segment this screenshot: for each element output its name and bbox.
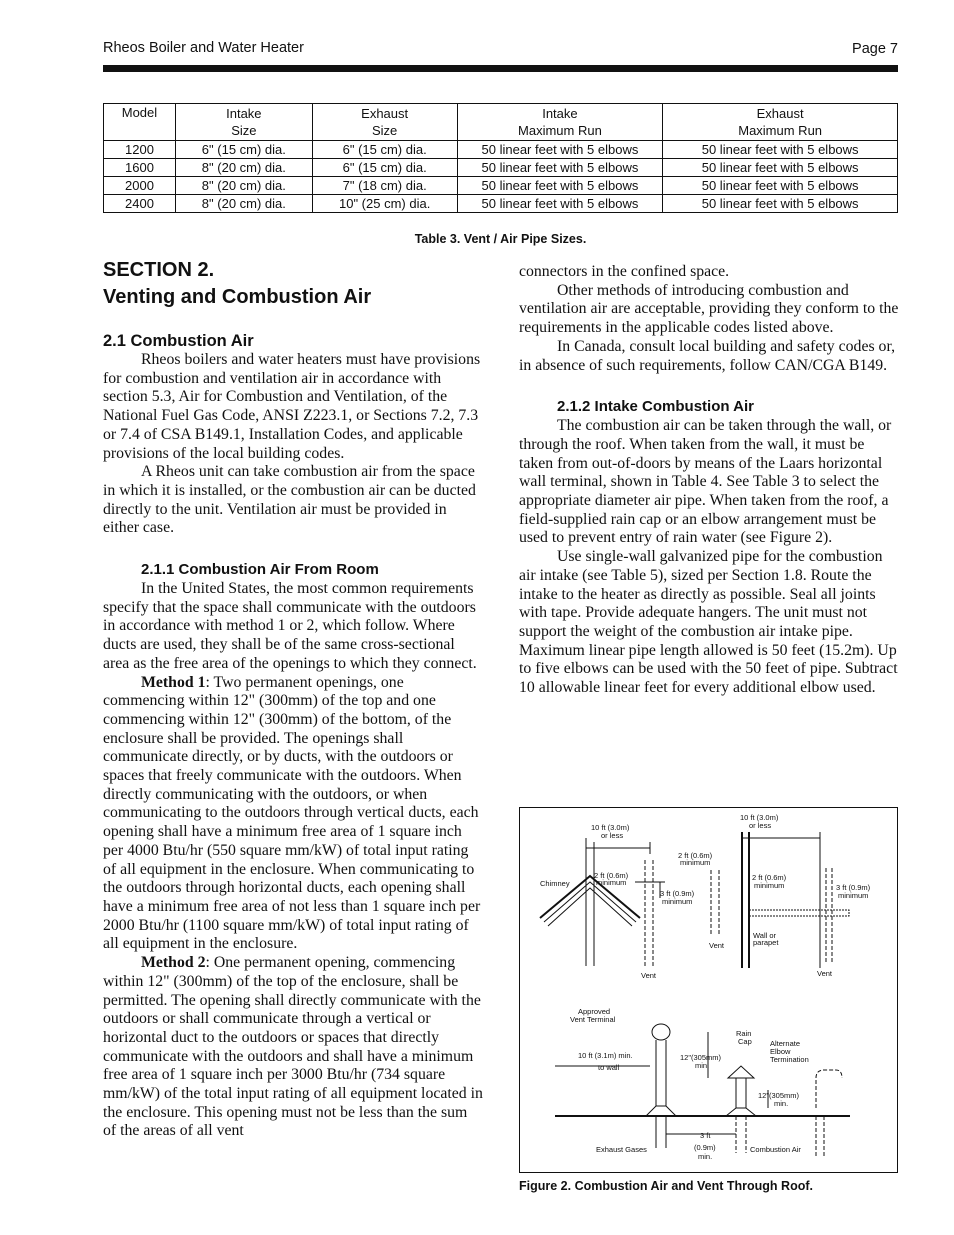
vent-air-pipe-table [103,103,898,213]
method-2-label: Method 2 [141,954,206,972]
label-3ft-b: 3 ft (0.9m) [836,883,871,892]
cell-exhaust-run: 50 linear feet with 5 elbows [663,177,898,195]
label-10ft-min: 10 ft (3.1m) min. [578,1051,633,1060]
method-1-label: Method 1 [141,673,206,691]
label-3ft-c-min: min. [698,1152,713,1161]
header-intake-size: Intake Size [175,104,312,141]
table-row [104,159,898,177]
cell-model: 2000 [104,177,176,195]
label-alternate: Alternate [770,1039,801,1048]
paragraph: connectors in the confined space. [519,263,730,280]
label-2ft-c: 2 ft (0.6m) [752,873,787,882]
label-exhaust-gases: Exhaust Gases [596,1145,647,1154]
label-3ft-c-m: (0.9m) [694,1143,716,1152]
section-title: Venting and Combustion Air [103,286,372,308]
label-combustion-air: Combustion Air [750,1145,801,1154]
cell-exhaust-size: 10" (25 cm) dia. [312,195,457,213]
label-vent-b: Vent [709,941,725,950]
label-parapet: parapet [753,938,779,947]
header-title: Rheos Boiler and Water Heater [103,40,304,56]
cell-exhaust-run: 50 linear feet with 5 elbows [663,195,898,213]
paragraph: In the United States, the most common requirements specify that the space shall communicate with the outdoors in accordance with method 1 or 2, which follow. Where ducts are used, they shall be of the same cross-sectional area as the free area of the openings to which they connect. [103,580,477,672]
label-cap: Cap [738,1037,752,1046]
table-header-row [104,104,898,141]
label-minimum-a: minimum [680,858,711,867]
label-vent-a: Vent [641,971,657,980]
cell-exhaust-run: 50 linear feet with 5 elbows [663,141,898,159]
heading-2-1: 2.1 Combustion Air [103,332,254,350]
header-exhaust-max-run: Exhaust Maximum Run [663,104,898,141]
table-row [104,195,898,213]
header-exhaust-size: Exhaust Size [312,104,457,141]
cell-exhaust-size: 6" (15 cm) dia. [312,141,457,159]
cell-exhaust-size: 6" (15 cm) dia. [312,159,457,177]
cell-exhaust-size: 7" (18 cm) dia. [312,177,457,195]
paragraph: In Canada, consult local building and safety codes or, in absence of such requirements, follow CAN/CGA B149. [519,337,896,374]
label-approved: Approved [578,1007,611,1016]
cell-intake-size: 6" (15 cm) dia. [175,141,312,159]
cell-intake-size: 8" (20 cm) dia. [175,177,312,195]
cell-intake-run: 50 linear feet with 5 elbows [457,159,663,177]
label-3ft-c: 3 ft [700,1131,711,1140]
method-2-paragraph: Method 2: One permanent opening, commencing within 12" (300mm) of the top of the enclosure, shall be permitted. The opening shall directly communicate with the outdoors or shall communicate through a vertical or horizontal duct to the outdoors or spaces that directly communicate with the outdoors and shall have a minimum free area of 1 square inch per 3000 Btu/hr (734 square mm/kW) of the total input rating of all equipment located in the enclosure. This opening must not be less than the sum of the areas of all vent [103,954,483,1140]
cell-intake-size: 8" (20 cm) dia. [175,195,312,213]
label-12in-b-min: min. [774,1099,789,1108]
section-label: SECTION 2. [103,259,215,281]
label-minimum-b: minimum [596,878,627,887]
paragraph: A Rheos unit can take combustion air from the space in which it is installed, or the combustion air can be ducted directly to the unit. Ventilation air must be provided in either case. [103,463,476,537]
page-number: Page 7 [852,41,898,57]
paragraph: Other methods of introducing combustion and ventilation air are acceptable, providing they conform to the requirements in the applicable codes listed above. [519,281,899,337]
table-caption: Table 3. Vent / Air Pipe Sizes. [414,232,587,246]
label-12in-b: 12"(305mm) [758,1091,800,1100]
figure-caption: Figure 2. Combustion Air and Vent Through Roof. [519,1179,813,1193]
cell-intake-run: 50 linear feet with 5 elbows [457,195,663,213]
label-10ft-b: 10 ft (3.0m) [740,813,779,822]
label-or-less-b: or less [749,821,772,830]
table-row [104,141,898,159]
cell-exhaust-run: 50 linear feet with 5 elbows [663,159,898,177]
label-vent-terminal: Vent Terminal [570,1015,616,1024]
roof-vent-diagram [520,808,897,1172]
table-row [104,177,898,195]
label-12in-a-min: min. [695,1061,710,1070]
heading-2-1-1: 2.1.1 Combustion Air From Room [141,561,379,579]
label-termination: Termination [770,1055,809,1064]
label-vent-c: Vent [817,969,833,978]
label-minimum-c: minimum [754,881,785,890]
cell-intake-run: 50 linear feet with 5 elbows [457,141,663,159]
cell-model: 1200 [104,141,176,159]
paragraph: Use single-wall galvanized pipe for the combustion air intake (see Table 5), sized per Section 1.8. Route the intake to the heater as directly as possible. Seal all joints with tape. Provide adequate hangers. The unit must not support the weight of the combustion air intake pipe. Maximum linear pipe length allowed is 50 feet (15.2m). Up to five elbows can be used with the 50 feet of pipe. Subtract 10 allowable linear feet for every additional elbow used. [519,548,898,697]
cell-intake-run: 50 linear feet with 5 elbows [457,177,663,195]
label-to-wall: to wall [598,1063,620,1072]
cell-intake-size: 8" (20 cm) dia. [175,159,312,177]
label-12in-a: 12"(305mm) [680,1053,722,1062]
label-rain: Rain [736,1029,752,1038]
label-wall: Wall or [753,931,777,940]
method-1-paragraph: Method 1: Two permanent openings, one commencing within 12" (300mm) of the top and one commencing within 12" (300mm) of the bottom, of the enclosure shall be provided. The openings shall communicate directly, or by ducts, with the outdoors or spaces that freely communicate with the outdoors. When directly communicating with the outdoors, or when communicating to the outdoors through vertical ducts, each opening shall have a minimum free area of 1 square inch per 4000 Btu/hr (550 square mm/kW) of total input rating of all equipment in the enclosure. When communicating to the outdoors through horizontal ducts, each opening shall have a minimum free area of not less than 1 square inch per 2000 Btu/hr (1100 square mm/kW) of total input rating of all equipment in the enclosure. [103,673,481,953]
cell-model: 2400 [104,195,176,213]
figure-2-box [519,807,898,1173]
label-3ft-a: 3 ft (0.9m) [660,889,695,898]
right-column [519,263,899,698]
label-minimum-d: minimum [662,897,693,906]
label-elbow: Elbow [770,1047,791,1056]
label-minimum-e: minimum [838,891,869,900]
header-rule [103,65,898,72]
header-intake-max-run: Intake Maximum Run [457,104,663,141]
label-or-less-a: or less [601,831,624,840]
heading-2-1-2: 2.1.2 Intake Combustion Air [557,398,754,416]
cell-model: 1600 [104,159,176,177]
label-2ft-a: 2 ft (0.6m) [678,851,713,860]
label-chimney: Chimney [540,879,570,888]
label-10ft-a: 10 ft (3.0m) [591,823,630,832]
left-column [103,257,483,1141]
paragraph: Rheos boilers and water heaters must have provisions for combustion and ventilation air in accordance with section 5.3, Air for Combustion and Ventilation, of the National Fuel Gas Code, ANSI Z223.1, or Sections 7.2, 7.3 or 7.4 of CSA B149.1, Installation Codes, and applicable provisions of the local building codes. [103,351,481,462]
label-2ft-b: 2 ft (0.6m) [594,871,629,880]
header-model: Model [104,104,176,141]
paragraph: The combustion air can be taken through the wall, or through the roof. When taken from the wall, it must be taken from out-of-doors by means of the Laars horizontal wall terminal, shown in Table 4. See Table 3 to select the appropriate diameter air pipe. When taken from the roof, a field-supplied rain cap or an elbow arrangement must be used to prevent entry of rain water (see Figure 2). [519,417,892,547]
